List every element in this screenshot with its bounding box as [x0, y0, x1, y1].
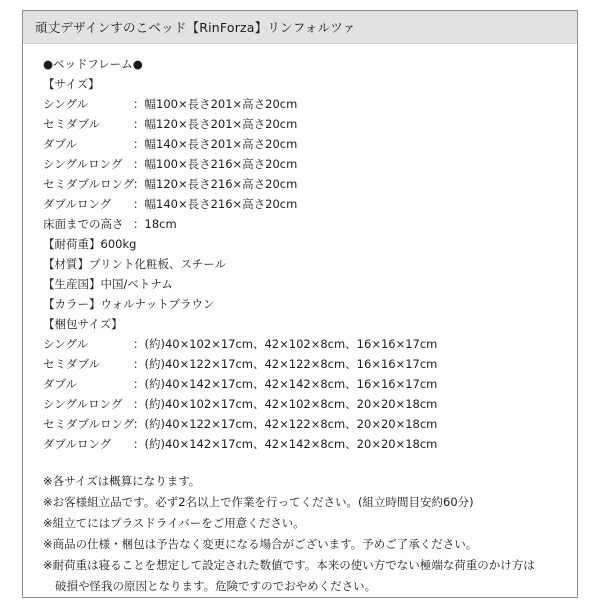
size-label: シングルロング [43, 157, 123, 171]
material: 【材質】プリント化粧板、スチール [43, 257, 227, 271]
packaging-row [43, 354, 577, 374]
packaging-label: ダブルロング [43, 437, 112, 451]
packaging-heading: 【梱包サイズ】 [43, 317, 123, 331]
packaging-value: ：(約)40×142×17cm、42×142×8cm、20×20×18cm [133, 437, 438, 451]
packaging-value: ：(約)40×142×17cm、42×142×8cm、16×16×17cm [133, 377, 438, 391]
packaging-label: セミダブルロング [43, 417, 135, 431]
note-line: 破損や怪我の原因となります。危険ですのでおやめください。 [55, 579, 377, 593]
packaging-label: ダブル [43, 377, 78, 391]
size-label: セミダブル [43, 117, 101, 131]
size-row [43, 174, 577, 194]
packaging-row [43, 434, 577, 454]
size-value: ：幅100×長さ216×高さ20cm [133, 157, 298, 171]
packaging-row [43, 394, 577, 414]
size-label: シングル [43, 97, 89, 111]
frame-heading: ●ベッドフレーム● [43, 57, 143, 71]
packaging-label: シングルロング [43, 397, 123, 411]
panel-header [23, 11, 577, 44]
size-value: ：幅140×長さ201×高さ20cm [133, 137, 298, 151]
size-row [43, 134, 577, 154]
note-line: ※組立てにはプラスドライバーをご用意ください。 [43, 516, 305, 530]
packaging-row [43, 334, 577, 354]
color: 【カラー】ウォルナットブラウン [43, 297, 215, 311]
packaging-label: セミダブル [43, 357, 101, 371]
size-value: ：幅100×長さ201×高さ20cm [133, 97, 298, 111]
packaging-value: ：(約)40×122×17cm、42×122×8cm、20×20×18cm [133, 417, 438, 431]
size-label: 床面までの高さ [43, 217, 124, 231]
note-line: ※商品の仕様・梱包は予告なく変更になる場合がございます。予めご了承ください。 [43, 537, 478, 551]
note-line: ※お客様組立品です。必ず2名以上で作業を行ってください。(組立時間目安約60分) [43, 495, 474, 509]
packaging-row [43, 414, 577, 434]
origin-country: 【生産国】中国/ベトナム [43, 277, 173, 291]
size-row [43, 194, 577, 214]
packaging-row [43, 374, 577, 394]
note-line: ※耐荷重は寝ることを想定して設定された数値です。本来の使い方でない極端な荷重のかけ方は [43, 558, 535, 572]
spec-content [23, 44, 577, 597]
size-value: ：幅120×長さ216×高さ20cm [133, 177, 298, 191]
spec-panel [22, 10, 578, 598]
size-label: ダブル [43, 137, 78, 151]
packaging-label: シングル [43, 337, 89, 351]
load-capacity: 【耐荷重】600kg [43, 237, 137, 251]
size-label: ダブルロング [43, 197, 112, 211]
size-row [43, 94, 577, 114]
size-row [43, 114, 577, 134]
panel-title: 頑丈デザインすのこベッド【RinForza】リンフォルツァ [35, 20, 356, 35]
size-value: ：18cm [133, 217, 177, 231]
packaging-value: ：(約)40×122×17cm、42×122×8cm、16×16×17cm [133, 357, 438, 371]
note-line: ※各サイズは概算になります。 [43, 474, 201, 488]
size-row [43, 154, 577, 174]
size-heading: 【サイズ】 [43, 77, 100, 91]
packaging-value: ：(約)40×102×17cm、42×102×8cm、16×16×17cm [133, 337, 438, 351]
size-value: ：幅140×長さ216×高さ20cm [133, 197, 298, 211]
size-row [43, 214, 577, 234]
size-label: セミダブルロング [43, 177, 135, 191]
packaging-value: ：(約)40×102×17cm、42×102×8cm、20×20×18cm [133, 397, 438, 411]
size-value: ：幅120×長さ201×高さ20cm [133, 117, 298, 131]
